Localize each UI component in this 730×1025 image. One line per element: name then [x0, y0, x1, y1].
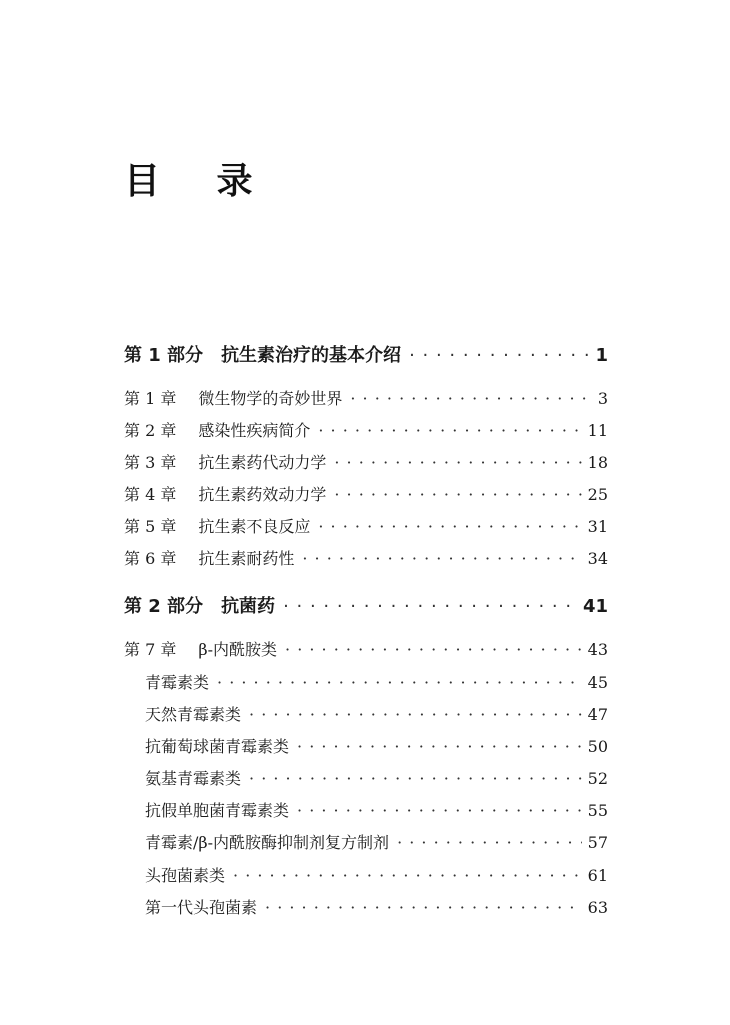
- section-title: 青霉素/β-内酰胺酶抑制剂复方制剂: [145, 833, 390, 852]
- page-number: 11: [587, 421, 608, 440]
- chapter-title: 微生物学的奇妙世界: [198, 389, 343, 408]
- chapter-title: 抗生素不良反应: [198, 517, 311, 536]
- page-number: 45: [587, 673, 608, 692]
- chapter-title: β-内酰胺类: [198, 640, 278, 659]
- part-label: 第 1 部分: [124, 345, 204, 366]
- section-title: 抗葡萄球菌青霉素类: [145, 737, 290, 756]
- dot-leader: [265, 898, 582, 917]
- section-title: 氨基青霉素类: [145, 769, 242, 788]
- toc-chapter-1[interactable]: [124, 386, 608, 409]
- chapter-label: 第 3 章: [124, 453, 177, 472]
- dot-leader: [285, 640, 582, 659]
- chapter-title: 抗生素药效动力学: [198, 485, 327, 504]
- toc-section-cephalosporins[interactable]: [145, 863, 608, 886]
- dot-leader: [334, 485, 581, 504]
- dot-leader: [409, 345, 588, 366]
- toc-section-inhibitor-combos[interactable]: [145, 830, 608, 853]
- page-number: 18: [587, 453, 608, 472]
- toc-section-antipseudomonal[interactable]: [145, 798, 608, 821]
- page-number: 52: [587, 769, 608, 788]
- toc-chapter-3[interactable]: [124, 450, 608, 473]
- dot-leader: [283, 596, 577, 617]
- toc-section-aminopenicillins[interactable]: [145, 766, 608, 789]
- dot-leader: [249, 705, 582, 724]
- page-number: 50: [587, 737, 608, 756]
- toc-section-penicillins[interactable]: [145, 670, 608, 693]
- section-title: 头孢菌素类: [145, 866, 226, 885]
- page-number: 63: [587, 898, 608, 917]
- dot-leader: [397, 833, 582, 852]
- chapter-title: 抗生素药代动力学: [198, 453, 327, 472]
- chapter-label: 第 1 章: [124, 389, 177, 408]
- section-title: 第一代头孢菌素: [145, 898, 258, 917]
- chapter-title: 感染性疾病简介: [198, 421, 311, 440]
- section-title: 天然青霉素类: [145, 705, 242, 724]
- dot-leader: [297, 801, 582, 820]
- part-title: 抗生素治疗的基本介绍: [221, 345, 402, 366]
- dot-leader: [350, 389, 588, 408]
- chapter-label: 第 7 章: [124, 640, 177, 659]
- dot-leader: [334, 453, 581, 472]
- part-title: 抗菌药: [221, 596, 276, 617]
- page-number: 47: [587, 705, 608, 724]
- toc-section-natural-penicillins[interactable]: [145, 702, 608, 725]
- chapter-label: 第 4 章: [124, 485, 177, 504]
- toc-section-first-gen-cephalosporins[interactable]: [145, 895, 608, 918]
- toc-chapter-2[interactable]: [124, 418, 608, 441]
- chapter-title: 抗生素耐药性: [198, 549, 295, 568]
- toc-part-2[interactable]: [124, 592, 608, 618]
- page-number: 41: [582, 596, 608, 617]
- page-number: 25: [587, 485, 608, 504]
- dot-leader: [297, 737, 582, 756]
- page-number: 1: [595, 345, 608, 366]
- page-number: 61: [587, 866, 608, 885]
- section-title: 青霉素类: [145, 673, 210, 692]
- dot-leader: [318, 517, 581, 536]
- part-label: 第 2 部分: [124, 596, 204, 617]
- page-number: 3: [597, 389, 608, 408]
- dot-leader: [233, 866, 582, 885]
- dot-leader: [249, 769, 582, 788]
- toc-section-antistaphylococcal[interactable]: [145, 734, 608, 757]
- dot-leader: [302, 549, 581, 568]
- section-title: 抗假单胞菌青霉素类: [145, 801, 290, 820]
- chapter-label: 第 5 章: [124, 517, 177, 536]
- page-number: 34: [587, 549, 608, 568]
- page-number: 55: [587, 801, 608, 820]
- toc-part-1[interactable]: [124, 341, 608, 367]
- toc-chapter-4[interactable]: [124, 482, 608, 505]
- chapter-label: 第 6 章: [124, 549, 177, 568]
- page-title: 目 录: [124, 161, 275, 202]
- dot-leader: [318, 421, 581, 440]
- toc-chapter-7[interactable]: [124, 637, 608, 660]
- chapter-label: 第 2 章: [124, 421, 177, 440]
- page-number: 43: [587, 640, 608, 659]
- page-number: 57: [587, 833, 608, 852]
- dot-leader: [217, 673, 582, 692]
- toc-chapter-6[interactable]: [124, 546, 608, 569]
- page-number: 31: [587, 517, 608, 536]
- toc-chapter-5[interactable]: [124, 514, 608, 537]
